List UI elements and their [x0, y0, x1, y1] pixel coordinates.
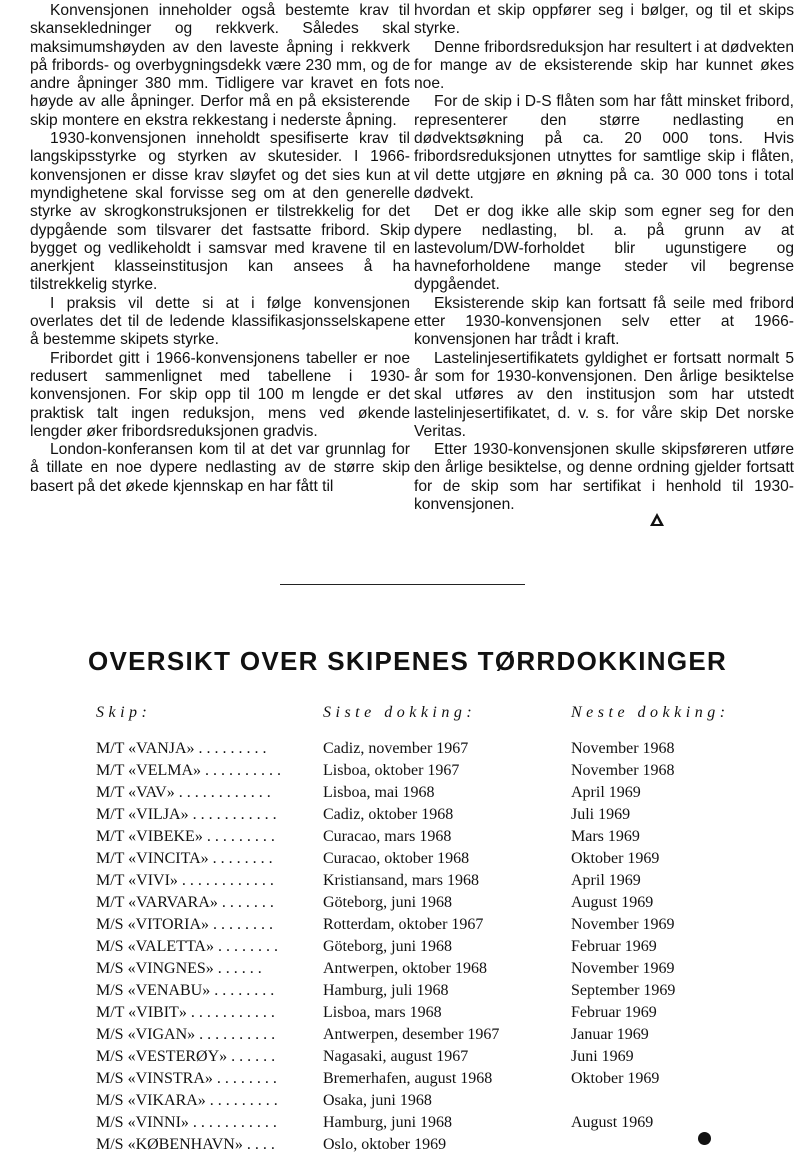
right-paragraph-6: Etter 1930-konvensjonen skulle skipsføreren utføre den årlige besiktelse, og denne ordning gjelder fortsatt for de skip som har sertifikat i henhold til 1930-konvensjonen.: [414, 441, 794, 514]
column-header-last-docking: Siste dokking:: [323, 704, 477, 721]
ship-name: M/S «VIKARA» . . . . . . . . .: [96, 1092, 278, 1109]
next-docking: April 1969: [571, 872, 641, 889]
next-docking: November 1968: [571, 762, 675, 779]
next-docking: Mars 1969: [571, 828, 640, 845]
next-docking: August 1969: [571, 894, 654, 911]
ship-name: M/S «VESTERØY» . . . . . .: [96, 1048, 276, 1065]
ship-name: M/S «VALETTA» . . . . . . . .: [96, 938, 278, 955]
next-docking: September 1969: [571, 982, 676, 999]
next-docking: Oktober 1969: [571, 1070, 660, 1087]
left-paragraph-2: 1930-konvensjonen inneholdt spesifiserte krav til langskipsstyrke og styrken av skutesider. I 1966-konvensjonen er disse krav sløyfet og det sies kun at myndighetene skal forvisse seg om at den generelle styrke av skrogkonstruksjonen er tilstrekkelig for det dypgående som tilsvarer det fastsatte fribord. Skip bygget og vedlikeholdt i samsvar med kravene til en anerkjent klasseinstitusjon kan ansees å ha tilstrekkelig styrke.: [30, 130, 410, 294]
ship-name: M/T «VINCITA» . . . . . . . .: [96, 850, 273, 867]
ship-name: M/T «VIBIT» . . . . . . . . . . .: [96, 1004, 275, 1021]
right-paragraph-3: Det er dog ikke alle skip som egner seg for den dypere nedlasting, bl. a. på grunn av at lastevolum/DW-forholdet blir ugunstigere og havneforholdene mange steder vil begrense dypgåendet.: [414, 203, 794, 294]
article-right-column: [414, 2, 794, 514]
ship-name: M/S «VENABU» . . . . . . . .: [96, 982, 275, 999]
ship-name: M/T «VILJA» . . . . . . . . . . .: [96, 806, 277, 823]
last-docking: Cadiz, oktober 1968: [323, 806, 454, 823]
last-docking: Nagasaki, august 1967: [323, 1048, 469, 1065]
last-docking: Lisboa, mars 1968: [323, 1004, 442, 1021]
last-docking: Rotterdam, oktober 1967: [323, 916, 484, 933]
last-docking: Hamburg, juni 1968: [323, 1114, 453, 1131]
next-docking: Februar 1969: [571, 1004, 657, 1021]
last-docking: Osaka, juni 1968: [323, 1092, 432, 1109]
triangle-end-mark-icon: [649, 512, 665, 528]
last-docking: Bremerhafen, august 1968: [323, 1070, 493, 1087]
section-divider: [280, 584, 525, 585]
ship-name: M/S «VINSTRA» . . . . . . . .: [96, 1070, 277, 1087]
ship-name: M/T «VANJA» . . . . . . . . .: [96, 740, 267, 757]
next-docking: Juli 1969: [571, 806, 631, 823]
ship-name: M/T «VELMA» . . . . . . . . . .: [96, 762, 282, 779]
last-docking: Göteborg, juni 1968: [323, 894, 453, 911]
ship-name: M/T «VIBEKE» . . . . . . . . .: [96, 828, 275, 845]
last-docking: Kristiansand, mars 1968: [323, 872, 479, 889]
right-paragraph-4: Eksisterende skip kan fortsatt få seile med fribord etter 1930-konvensjonen selv etter at 1966-konvensjonen har trådt i kraft.: [414, 294, 794, 349]
last-docking: Curacao, oktober 1968: [323, 850, 470, 867]
left-paragraph-1: Konvensjonen inneholder også bestemte krav til skansekledninger og rekkverk. Således skal maksimumshøyden av den laveste åpning i rekkverk på fribords- og overbygningsdekk være 230 mm, og de andre åpninger 380 mm. Tidligere var kravet en fots høyde av alle åpninger. Derfor må en på eksisterende skip montere en ekstra rekkestang i nederste åpning.: [30, 2, 410, 129]
last-docking: Göteborg, juni 1968: [323, 938, 453, 955]
next-docking: November 1968: [571, 740, 675, 757]
ship-name: M/T «VAV» . . . . . . . . . . . .: [96, 784, 271, 801]
next-docking: August 1969: [571, 1114, 654, 1131]
right-continuation: hvordan et skip oppfører seg i bølger, og til et skips styrke.: [414, 2, 794, 38]
left-paragraph-3: I praksis vil dette si at i følge konvensjonen overlates det til de ledende klassifikasjonsselskapene å bestemme skipets styrke.: [30, 294, 410, 349]
next-docking: November 1969: [571, 916, 675, 933]
last-docking: Lisboa, mai 1968: [323, 784, 435, 801]
last-docking: Cadiz, november 1967: [323, 740, 469, 757]
section-title: OVERSIKT OVER SKIPENES TØRRDOKKINGER: [88, 646, 728, 676]
next-docking: November 1969: [571, 960, 675, 977]
right-paragraph-5: Lastelinjesertifikatets gyldighet er fortsatt normalt 5 år som for 1930-konvensjonen. Den årlige besiktelse skal utføres av den institusjon som har utstedt lastelinjesertifikatet, d. v. s. for våre skip Det norske Veritas.: [414, 349, 794, 440]
ship-name: M/S «VINNI» . . . . . . . . . . .: [96, 1114, 277, 1131]
filled-circle-bullet-icon: [698, 1132, 711, 1145]
ship-name: M/T «VARVARA» . . . . . . .: [96, 894, 274, 911]
next-docking: Februar 1969: [571, 938, 657, 955]
article-left-column: [30, 2, 410, 496]
last-docking: Lisboa, oktober 1967: [323, 762, 460, 779]
next-docking: Oktober 1969: [571, 850, 660, 867]
ship-name: M/S «VITORIA» . . . . . . . .: [96, 916, 274, 933]
column-header-next-docking: Neste dokking:: [571, 704, 730, 721]
last-docking: Oslo, oktober 1969: [323, 1136, 447, 1153]
next-docking: Juni 1969: [571, 1048, 634, 1065]
last-docking: Antwerpen, desember 1967: [323, 1026, 500, 1043]
last-docking: Curacao, mars 1968: [323, 828, 452, 845]
last-docking: Hamburg, juli 1968: [323, 982, 449, 999]
ship-name: M/S «KØBENHAVN» . . . .: [96, 1136, 275, 1153]
next-docking: Januar 1969: [571, 1026, 649, 1043]
right-paragraph-2: For de skip i D-S flåten som har fått minsket fribord, representerer den større nedlasting en dødvektsøkning på ca. 20 000 tons. Hvis fribordsreduksjonen utnyttes for samtlige skip i flåten, vil dette utgjøre en økning på ca. 30 000 tons i total dødvekt.: [414, 93, 794, 202]
left-paragraph-4: Fribordet gitt i 1966-konvensjonens tabeller er noe redusert sammenlignet med tabellene i 1930-konvensjonen. For skip opp til 100 m lengde er det praktisk talt ingen reduksjon, mens ved økende lengder øker fribordsreduksjonen gradvis.: [30, 349, 410, 440]
column-header-ship: Skip:: [96, 704, 152, 721]
left-paragraph-5: London-konferansen kom til at det var grunnlag for å tillate en noe dypere nedlasting av de større skip basert på det økede kjennskap en har fått til: [30, 441, 410, 495]
next-docking: April 1969: [571, 784, 641, 801]
right-paragraph-1: Denne fribordsreduksjon har resultert i at dødvekten for mange av de eksisterende skip har kunnet økes noe.: [414, 38, 794, 93]
ship-name: M/S «VIGAN» . . . . . . . . . .: [96, 1026, 276, 1043]
last-docking: Antwerpen, oktober 1968: [323, 960, 487, 977]
ship-name: M/S «VINGNES» . . . . . .: [96, 960, 262, 977]
ship-name: M/T «VIVI» . . . . . . . . . . . .: [96, 872, 274, 889]
